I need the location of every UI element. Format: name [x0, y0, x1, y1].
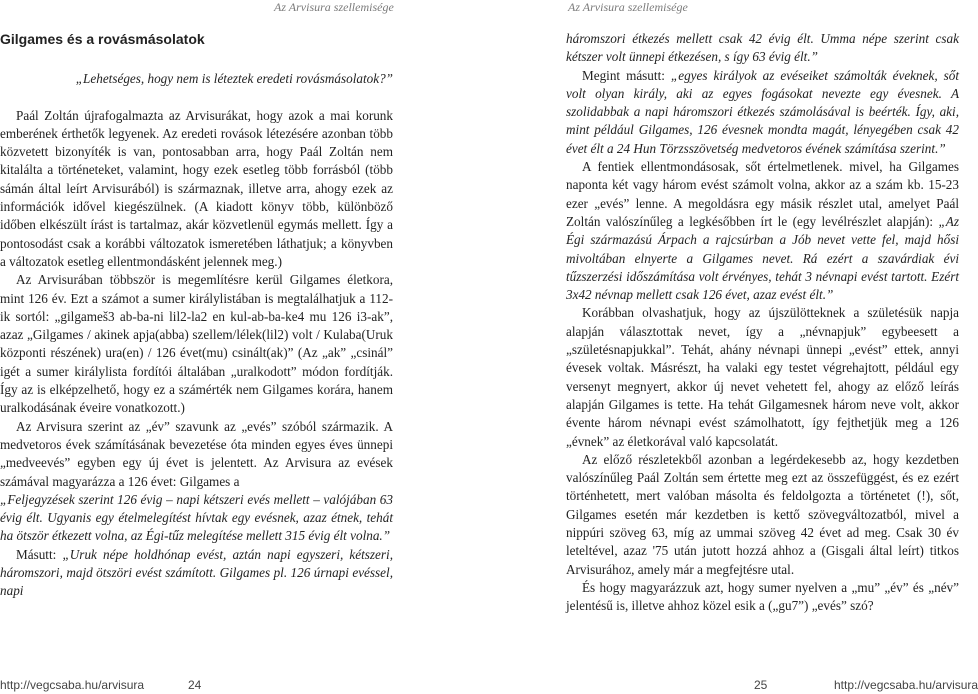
- paragraph: És hogy magyarázzuk azt, hogy sumer nyelven a „mu” „év” és „név” jelentésű is, illetve ahhoz közel esik a („gu7”) „evés” szó?: [566, 579, 959, 614]
- paragraph: [0, 546, 393, 601]
- epigraph-quote: „Lehetséges, hogy nem is léteztek eredeti rovásmásolatok?”: [75, 71, 393, 87]
- footer-link-left[interactable]: http://vegcsaba.hu/arvisura: [0, 678, 145, 692]
- page-number-right: 25: [754, 678, 768, 692]
- page-number-left: 24: [188, 678, 202, 692]
- paragraph: Az Arvisurában többször is megemlítésre kerül Gilgames életkora, mint 126 év. Ezt a számot a sumer királylistában is megtalálhatjuk a 112-ik sortól: „gilgameš3 ab-ba-ni lil2-la2 en kul-ab-ba-ke4 mu 126 i3-ak”, azaz „Gilgames / akinek apja(abba) szellem/lélek(lil2) volt / Kulaba(Uruk központi részének) ura(en) / 126 évet(mu) csinált(ak)” (Az „ak” „csinál” igét a sumer királylista fordítói általában „uralkodott” módon fordítják. Így az is elképzelhető, hogy ez a számérték nem Gilgames korára, hanem uralkodásának éveire vonatkozott.): [0, 272, 393, 416]
- paragraph-text: A fentiek ellentmondásosak, sőt értelmetlenek. mivel, ha Gilgames naponta két vagy három evést számolt volna, akkor az a szám kb. 15-23 ezer „evés” lenne. A megoldásra egy másik részlet utal, amelyet Paál Zoltán valószínűleg a legkésőbben írt le (egy levélrészlet alapján):: [566, 159, 959, 229]
- paragraph: [566, 67, 959, 158]
- right-page-column: [566, 30, 959, 616]
- running-header-right: Az Arvisura szellemisége: [568, 0, 688, 14]
- quoted-passage: háromszori étkezés mellett csak 42 évig élt. Umma népe szerint csak kétszer volt ünnepi étkezésen, s így 63 évig élt.”: [566, 31, 959, 65]
- paragraph: Paál Zoltán újrafogalmazta az Arvisurákat, hogy azok a mai korunk emberének érthetők legyenek. Az eredeti rovások létezésére azonban több közvetett bizonyíték is van, pontosabban arra, hogy Paál Zoltán nem kitalálta a történeteket, valamint, hogy ezek esetleg több forrásból (több sámán által leírt Arvisurából) is származnak, illetve arra, ahogy ezek az információk idővel kiegészülnek. (A kiadott könyv több, különböző időben elkészült írást is tartalmaz, akár közvetlenül egymás mellett. Így a pontosodást csak a korábbi változatok ismeretében láthatjuk; a könyvben a változatok esetleg ellentmondásként jelennek meg.): [0, 107, 393, 269]
- quoted-passage: „Uruk népe holdhónap evést, aztán napi egyszeri, kétszeri, háromszori, majd ötszöri evést számított. Gilgames pl. 126 úrnapi evéssel, napi: [0, 546, 394, 599]
- quoted-passage: „Az Égi származású Árpach a rajcsúrban a Jób nevet vette fel, majd hősi mivoltában elnyerte a Gilgames nevet. Rá ezért a szavárdiak évi tűzszerzési időszámítása volt érvényes, tehát 3 névnapi evést tartott. Ezért 3x42 névnap mellett csak 126 évet, azaz evést élt.”: [566, 213, 959, 303]
- footer-link-right[interactable]: http://vegcsaba.hu/arvisura: [834, 678, 978, 692]
- paragraph-lead: Másutt:: [16, 546, 63, 562]
- section-title: Gilgames és a rovásmásolatok: [0, 31, 205, 47]
- paragraph: Az Arvisura szerint az „év” szavunk az „evés” szóból származik. A medvetoros évek számításának bevezetése óta minden egyes éves ünnepi „medveevés” egyben egy új évet is jelentett. Az Arvisura az evések számával magyarázza a 126 évet: Gilgames a: [0, 418, 393, 489]
- left-page-column: [0, 30, 393, 601]
- paragraph: Korábban olvashatjuk, hogy az újszülötteknek a születésük napja alapján választottak nevet, így a „névnapjuk” egybeesett a „születésnapjukkal”. Tehát, ahány névnapi ünnepi „evést” ettek, annyi évesek voltak. Másrészt, ha valaki egy testet végrehajtott, például egy versenyt megnyert, akkor új nevet vehetett fel, ahogy az előző leírás alapján Gilgames is tette. Ha tehát Gilgamesnek három neve volt, akkor évente három névnapi evést számolhatott, így fejthetjük meg a 126 „évnek” az életkorával való kapcsolatát.: [566, 305, 959, 449]
- paragraph-lead: Megint másutt:: [582, 67, 671, 83]
- quoted-passage: „egyes királyok az evéseiket számolták éveknek, sőt volt olyan király, aki az egyes fogásokat nevezte egy évesnek. A szolidabbak a napi háromszori étkezés számolásával is beérték. Így, aki, mint például Gilgames, 126 évesnek mondta magát, lényegében csak 42 évet élt a 24 Hun Törzsszövetség medvetoros évének számítása szerint.”: [566, 67, 959, 156]
- running-header-left: Az Arvisura szellemisége: [274, 0, 394, 14]
- paragraph: [566, 158, 959, 304]
- paragraph: Az előző részletekből azonban a legérdekesebb az, hogy kezdetben valószínűleg Paál Zoltán sem értette meg ezt az összefüggést, és ez ezért történhetett, mert valóban másolta és feldolgozta a történetet (!), sőt, Gilgames esetén már kezdetben is kettő szövegváltozatból, mivel a nippúri szöveg 63, míg az ummai szöveg 42 évet ad meg. Csak 30 év leteltével, azaz '75 után jutott hozzá ahhoz a (Gisgali által leírt) titkos Arvisurához, amely már a megfejtésre utal.: [566, 451, 959, 577]
- quoted-passage: „Feljegyzések szerint 126 évig – napi kétszeri evés mellett – valójában 63 évig élt. Ugyanis egy ételmelegítést hívtak egy evésnek, azaz étnek, tehát ha ötször étkezett volna, az Égi-tűz melegítése mellett 315 évig élt volna.”: [0, 491, 393, 544]
